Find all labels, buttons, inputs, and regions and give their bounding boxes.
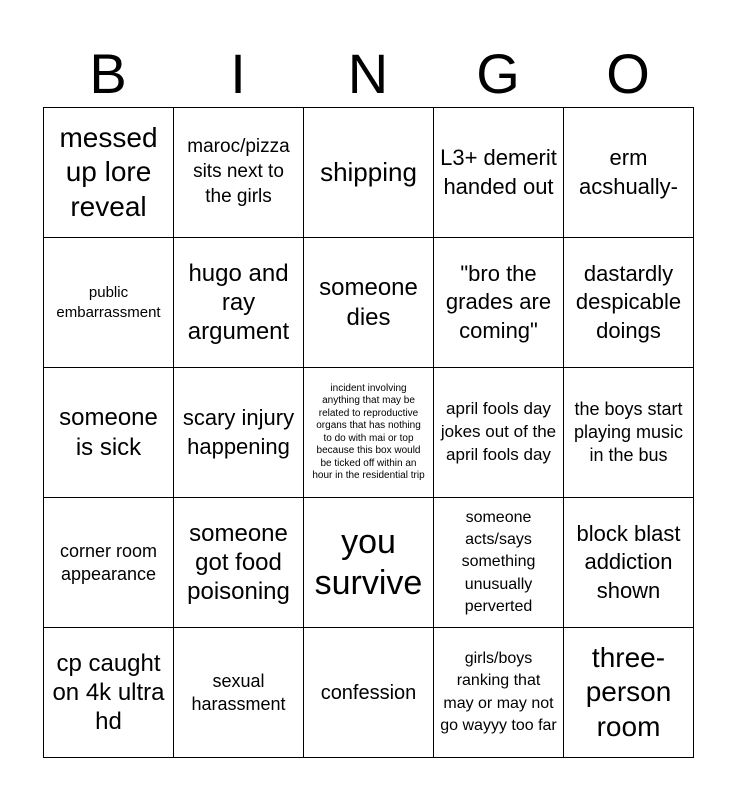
cell-text: confession: [320, 681, 417, 704]
cell-text: the boys start playing music in the bus: [573, 399, 684, 465]
bingo-cell[interactable]: [304, 108, 434, 238]
cell-text: corner room appearance: [59, 540, 158, 584]
cell-text: block blast addiction shown: [576, 521, 681, 603]
bingo-cell[interactable]: [174, 238, 304, 368]
bingo-board: [43, 107, 694, 758]
bingo-cell[interactable]: [564, 498, 694, 628]
bingo-cell[interactable]: [564, 238, 694, 368]
bingo-cell[interactable]: [44, 498, 174, 628]
cell-text: erm acshually-: [578, 145, 679, 199]
bingo-cell[interactable]: [434, 108, 564, 238]
bingo-cell[interactable]: [304, 628, 434, 758]
header-letter-n: N: [347, 42, 389, 105]
bingo-cell[interactable]: [564, 368, 694, 498]
cell-text: someone is sick: [59, 404, 158, 461]
header-letter-o: O: [606, 42, 650, 105]
cell-text: someone acts/says something unusually perverted: [461, 509, 536, 615]
bingo-header: [43, 40, 693, 108]
bingo-cell[interactable]: [44, 628, 174, 758]
cell-text: someone got food poisoning: [187, 519, 290, 606]
cell-text: public embarrassment: [56, 284, 161, 321]
bingo-cell[interactable]: [434, 498, 564, 628]
cell-text: girls/boys ranking that may or may not go wayyy too far: [440, 650, 557, 734]
bingo-cell[interactable]: [564, 628, 694, 758]
bingo-cell[interactable]: [174, 498, 304, 628]
bingo-cell[interactable]: [174, 108, 304, 238]
cell-text: three-person room: [585, 642, 672, 742]
cell-text: hugo and ray argument: [187, 259, 290, 346]
bingo-cell[interactable]: [174, 628, 304, 758]
cell-text: maroc/pizza sits next to the girls: [187, 136, 290, 207]
cell-text: shipping: [320, 156, 417, 187]
bingo-cell[interactable]: [434, 368, 564, 498]
bingo-cell[interactable]: [44, 238, 174, 368]
cell-text: april fools day jokes out of the april fools day: [440, 399, 557, 464]
bingo-cell[interactable]: [44, 108, 174, 238]
cell-text: someone dies: [319, 274, 418, 331]
cell-text: you survive: [314, 523, 423, 602]
bingo-cell[interactable]: [434, 628, 564, 758]
cell-text: dastardly despicable doings: [575, 261, 682, 343]
bingo-cell[interactable]: [434, 238, 564, 368]
header-letter-i: I: [230, 42, 246, 105]
cell-text: messed up lore reveal: [59, 122, 158, 222]
cell-text: cp caught on 4k ultra hd: [52, 649, 165, 736]
cell-text: "bro the grades are coming": [445, 261, 552, 343]
header-letter-b: B: [89, 42, 127, 105]
cell-text: incident involving anything that may be related to reproductive organs that has nothing to do with mai or top because this box would be ticked off within an hour in the residential trip: [312, 382, 425, 481]
cell-text: L3+ demerit handed out: [440, 145, 557, 199]
bingo-cell free-space[interactable]: [304, 498, 434, 628]
cell-text: scary injury happening: [182, 405, 295, 459]
bingo-cell[interactable]: [564, 108, 694, 238]
cell-text: sexual harassment: [191, 670, 286, 714]
bingo-cell[interactable]: [44, 368, 174, 498]
bingo-cell[interactable]: [174, 368, 304, 498]
header-letter-g: G: [476, 42, 520, 105]
bingo-cell[interactable]: [304, 238, 434, 368]
bingo-cell[interactable]: [304, 368, 434, 498]
